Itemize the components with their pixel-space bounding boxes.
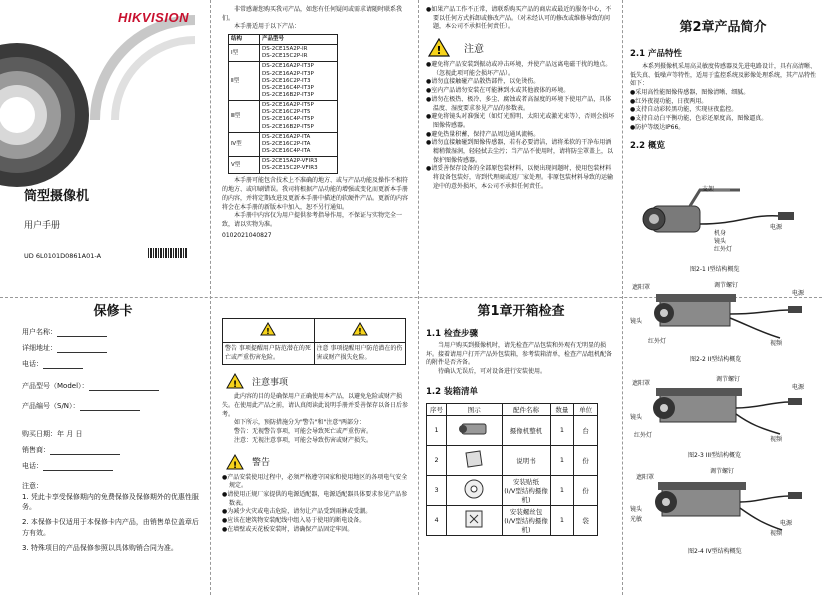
preface-paragraph-1: 非常感谢您购买我司产品，如您有任何疑问或需求请随时联系我们。 xyxy=(222,6,403,22)
fig-label: 电源 xyxy=(780,520,793,527)
warranty-field: 产品编号（S/N）： xyxy=(22,401,204,429)
fig-label: 电源 xyxy=(792,290,805,297)
caution-title: 注意 xyxy=(464,44,484,56)
document-number: UD 6L0101D0861A01-A xyxy=(24,252,102,260)
warranty-panel xyxy=(22,300,204,590)
fold-line-2 xyxy=(418,0,419,595)
barcode xyxy=(148,248,188,258)
warning-heading xyxy=(226,454,412,470)
warranty-note: 3. 特殊项目的产品保修参照以具体购销合同为准。 xyxy=(22,543,178,552)
caution-triangle-icon xyxy=(226,373,244,389)
warranty-field: 详细地址： xyxy=(22,343,204,359)
list-item: ●避免热量积蓄，保持产品周边通风流畅。 xyxy=(426,130,540,138)
warranty-note: 2. 本保修卡仅适用于本保修卡内产品，由销售单位盖章后方有效。 xyxy=(22,518,199,537)
list-item: ●在墙壁或天花板安装时，请确保产品固定牢固。 xyxy=(222,525,354,533)
list-item: ●请勿直接触碰产品散热部件，以免烫伤。 xyxy=(426,78,540,86)
notice-caution-line: 注意：无视注意事项，可能会导致伤害或财产损失。 xyxy=(234,436,373,444)
fig-label: 红外灯 xyxy=(634,432,653,439)
screw-pack-icon xyxy=(462,508,486,530)
warranty-field: 电话： xyxy=(22,461,204,479)
section-1-1-paragraph-2: 待确认无误后，可对设备进行安装使用。 xyxy=(438,368,547,376)
svg-text:!: ! xyxy=(436,44,442,58)
notice-paragraph-2: 如下所示，预防措施分为"警告"和"注意"两部分： xyxy=(234,419,366,427)
safety-panel xyxy=(222,318,412,590)
feature-list xyxy=(630,89,816,132)
list-item: ●室内产品请勿安装在可能淋到水或其他液体的环境。 xyxy=(426,87,570,95)
table-row: 1 摄像机整机 1 台 xyxy=(427,415,598,445)
list-item: ●采用高性能图像传感器，图像清晰、细腻。 xyxy=(630,89,750,97)
list-item: ●支持自动彩转黑功能，实现昼夜监控。 xyxy=(630,106,738,114)
table-header-struct: 结构 xyxy=(229,35,260,45)
figure-caption: 图2-4 IV型结构概览 xyxy=(688,548,742,555)
caution-box-text: 注意 事项提醒用户防范潜在的伤害或财产损失危险。 xyxy=(314,343,406,365)
blank-line xyxy=(57,336,107,337)
svg-text:!: ! xyxy=(266,327,271,336)
preface-paragraph-3: 本手册可能包含技术上不准确的地方、或与产品功能及操作不相符的地方、或印刷错误。我司将根据产品功能的增强或变化而更新本手册的内容，并将定期改进及更新本手册中描述的软硬件产品。更新的内容将会在本手册的新版本中加入，恕不另行通知。 xyxy=(222,177,409,211)
notice-warn-line: 警告：无视警告事项，可能会导致死亡或严重伤害。 xyxy=(234,428,373,436)
section-2-2-title: 2.2 概览 xyxy=(630,140,666,151)
blank-line xyxy=(50,454,120,455)
fig-label: 调节螺钉 xyxy=(716,376,741,383)
table-row: 3 安装贴纸 (I/V型结构摄像机) 1 份 xyxy=(427,475,598,505)
warranty-notes-title: 注意： xyxy=(22,482,43,490)
fig-label: 镜头 xyxy=(630,414,643,421)
list-item: ●请妥善保存设备的全部原包装材料，以便出现问题时，使用包装材料将设备包装好，寄到代理商或返厂家处理。非原包装材料导致的运输途中的意外损坏，本公司不承担任何责任。 xyxy=(426,165,614,190)
blank-line xyxy=(43,368,83,369)
caution-heading xyxy=(428,38,616,57)
bullet-camera-icon xyxy=(630,468,816,542)
table-header-model: 产品型号 xyxy=(260,35,338,45)
blank-line xyxy=(57,352,107,353)
figure-caption: 图2-3 III型结构概览 xyxy=(688,452,742,459)
fig-label: 电源 xyxy=(792,384,805,391)
warranty-field: 电话： xyxy=(22,359,204,381)
preface-paragraph-4: 本手册中内容仅为用户提供参考指导作用，不保证与实物完全一致，请以实物为准。 xyxy=(222,212,403,228)
blank-line xyxy=(80,410,140,411)
fig-label: 遮阳罩 xyxy=(636,474,655,481)
warranty-field: 用户名称： xyxy=(22,327,204,343)
warning-icon xyxy=(260,322,276,336)
decorative-arc-graphic xyxy=(85,10,205,130)
table-row: 2 说明书 1 份 xyxy=(427,445,598,475)
chapter1-panel xyxy=(426,300,616,590)
warning-box-text: 警告 事项提醒用户防范潜在的死亡或严重伤害危险。 xyxy=(223,343,315,365)
camera-lens-graphic xyxy=(0,40,92,190)
figure-2-3 xyxy=(630,376,816,466)
svg-text:!: ! xyxy=(232,460,238,470)
preface-panel xyxy=(222,6,410,294)
fig-label: 镜头 xyxy=(630,318,643,325)
notice-heading xyxy=(226,373,412,389)
list-item: ●支持自动白平衡功能，色彩还原度高，图像逼真。 xyxy=(630,115,768,123)
list-item: ●避免将产品安装到振动或冲击环境，并使产品远离电磁干扰的地点。（忽视此项可能会损坏产品）。 xyxy=(426,61,612,77)
fig-label: 支架 xyxy=(702,186,715,193)
figure-2-2 xyxy=(630,282,816,372)
fold-line-3 xyxy=(622,0,623,595)
fig-label: 镜头 xyxy=(714,238,727,245)
warning-summary-table xyxy=(222,318,406,365)
warranty-fields xyxy=(22,327,204,479)
preface-paragraph-2: 本手册适用于以下产品： xyxy=(234,23,301,31)
notice-title: 注意事项 xyxy=(252,377,289,388)
cover-title: 筒型摄像机 xyxy=(24,189,90,204)
table-cell-models: DS-2CE15A2P-IR DS-2CE15C2P-IR xyxy=(260,45,338,62)
blank-line xyxy=(43,470,113,471)
warning-title: 警告 xyxy=(252,458,271,468)
fig-label: 光敏 xyxy=(630,516,643,523)
camera-icon xyxy=(456,421,492,437)
fig-label: 遮阳罩 xyxy=(632,284,651,291)
cover-subtitle: 用户手册 xyxy=(24,221,61,231)
fig-label: 机身 xyxy=(714,230,727,237)
preface-code: 0102021040827 xyxy=(222,231,272,239)
table-row: 4 安装螺丝包 (I/V型结构摄像机) 1 袋 xyxy=(427,505,598,535)
caution-panel xyxy=(426,6,616,294)
caution-icon xyxy=(352,322,368,336)
table-header: 配件名称 xyxy=(502,403,550,415)
chapter2-panel xyxy=(630,6,816,591)
manual-icon xyxy=(462,449,486,469)
table-cell-models: DS-2CE16A2P-IT3P DS-2CE16A2P-IT3P DS-2CE16C2P-IT3 DS-2CE16C4P-IT3P DS-2CE16B2P-IT3P xyxy=(260,62,338,101)
notice-paragraph-1: 此内容的目的是确保用户正确使用本产品，以避免危险或财产损失。在使用此产品之前，请认真阅读此说明手册并妥善保存以备日后参考。 xyxy=(222,393,409,418)
bullet-icon: ● xyxy=(426,6,432,13)
table-cell-struct: Ⅴ型 xyxy=(229,157,260,174)
table-cell-struct: Ⅰ型 xyxy=(229,45,260,62)
table-cell-struct: Ⅱ型 xyxy=(229,62,260,101)
svg-text:!: ! xyxy=(232,380,238,390)
table-cell-models: DS-2CE16A2P-IT5P DS-2CE16C2P-IT5 DS-2CE16C4P-IT5P DS-2CE16B2P-IT5P xyxy=(260,101,338,133)
section-2-1-title: 2.1 产品特性 xyxy=(630,49,683,59)
fig-label: 红外灯 xyxy=(714,246,733,253)
fig-label: 镜头 xyxy=(630,506,643,513)
fig-label: 电源 xyxy=(770,224,783,231)
fold-line-1 xyxy=(210,0,211,595)
fig-label: 视频 xyxy=(770,340,783,347)
caution-list xyxy=(426,61,616,191)
caution-triangle-icon xyxy=(428,38,450,57)
warning-triangle-icon xyxy=(226,454,244,470)
table-header: 数量 xyxy=(550,403,574,415)
fig-label: 红外灯 xyxy=(648,338,667,345)
table-cell-models: DS-2CE16A2P-ITA DS-2CE16C2P-ITA DS-2CE16C4P-ITA xyxy=(260,132,338,156)
list-item: ●请勿直接触碰到图像传感器，若有必要清洁，请将柔软的干净布用酒精稍微湿润，轻轻拭去尘污；当产品不使用时，请将防尘罩盖上，以保护图像传感器。 xyxy=(426,139,614,164)
bullet-camera-icon xyxy=(630,376,816,448)
warranty-title: 保修卡 xyxy=(93,304,133,319)
section-1-2-title: 1.2 装箱清单 xyxy=(426,386,479,397)
figure-2-1 xyxy=(630,184,816,276)
section-2-1-intro: 本系列摄像机采用高灵敏度传感器及先进电路设计，具有高清晰、低失真、低噪声等特性，适用于监控系统及影像处理系统，其产品特性如下： xyxy=(630,63,817,88)
fig-label: 遮阳罩 xyxy=(632,380,651,387)
section-1-1-title: 1.1 检查步骤 xyxy=(426,329,479,339)
packing-list-table xyxy=(426,403,598,536)
list-item: ●产品安装使用过程中，必须严格遵守国家和使用地区的各项电气安全规定。 xyxy=(222,473,408,490)
warranty-field: 购买日期：年 月 日 xyxy=(22,430,83,438)
list-item: ●请使用正规厂家提供的电源适配器，电源适配器具体要求参见产品参数表。 xyxy=(222,490,408,507)
table-cell-struct: Ⅳ型 xyxy=(229,132,260,156)
notice-intro: 如果产品工作不正常，请联系购买产品的商店或最近的服务中心，不要以任何方式拆卸或修改产品。（对未经认可的修改或维修导致的问题，本公司不承担任何责任）。 xyxy=(431,6,612,31)
fig-label: 调节螺钉 xyxy=(710,468,735,475)
list-item: ●避免将镜头对准强光（如灯光照明、太阳光或激光束等），否则会损坏图像传感器。 xyxy=(426,113,615,129)
warranty-field: 产品型号（Model）： xyxy=(22,381,204,401)
warranty-note: 1. 凭此卡享受保修期内的免费保修及保修期外的优惠性服务。 xyxy=(22,493,199,512)
list-item: ●防护等级达IP66。 xyxy=(630,123,685,131)
section-1-1-paragraph-1: 当用户购买到摄像机时，请先检查产品包装和外观有无明显的损坏。接着请用户打开产品外包装箱，参考装箱清单，检查产品组机配备的附件是否齐备。 xyxy=(426,342,613,367)
chapter1-title: 第1章开箱检查 xyxy=(477,304,565,319)
brand-logo: HIKVISION xyxy=(118,10,189,25)
list-item: ●应该在建筑物安装配线中组入易于使用的断电设备。 xyxy=(222,516,366,524)
fig-label: 调节螺钉 xyxy=(714,282,739,289)
table-header: 序号 xyxy=(427,403,447,415)
warning-list xyxy=(222,474,412,535)
svg-text:!: ! xyxy=(357,327,362,336)
table-cell-models: DS-2CE15A2P-VFIR3 DS-2CE15C2P-VFIR3 xyxy=(260,157,338,174)
figure-2-4 xyxy=(630,468,816,560)
chapter2-title: 第2章产品简介 xyxy=(679,20,767,35)
sticker-icon xyxy=(462,478,486,500)
list-item: ●为减少火灾或电击危险，请勿让产品受到雨淋或受潮。 xyxy=(222,508,372,516)
table-header: 单位 xyxy=(574,403,598,415)
model-table xyxy=(228,34,338,174)
table-header: 图示 xyxy=(447,403,503,415)
blank-line xyxy=(89,390,159,391)
cover-panel xyxy=(0,0,210,297)
figure-caption: 图2-2 II型结构概览 xyxy=(690,356,742,363)
list-item: ●红外夜视功能，日夜两用。 xyxy=(630,97,708,105)
list-item: ●请勿在极热、极冷、多尘、腐蚀或者高湿度的环境下使用产品，具体温度、湿度要求参见产品的参数表。 xyxy=(426,95,612,112)
warranty-field: 销售商： xyxy=(22,445,204,461)
figure-caption: 图2-1 I型结构概览 xyxy=(690,266,740,273)
fig-label: 视频 xyxy=(770,436,783,443)
fig-label: 视频 xyxy=(770,530,783,537)
table-cell-struct: Ⅲ型 xyxy=(229,101,260,133)
